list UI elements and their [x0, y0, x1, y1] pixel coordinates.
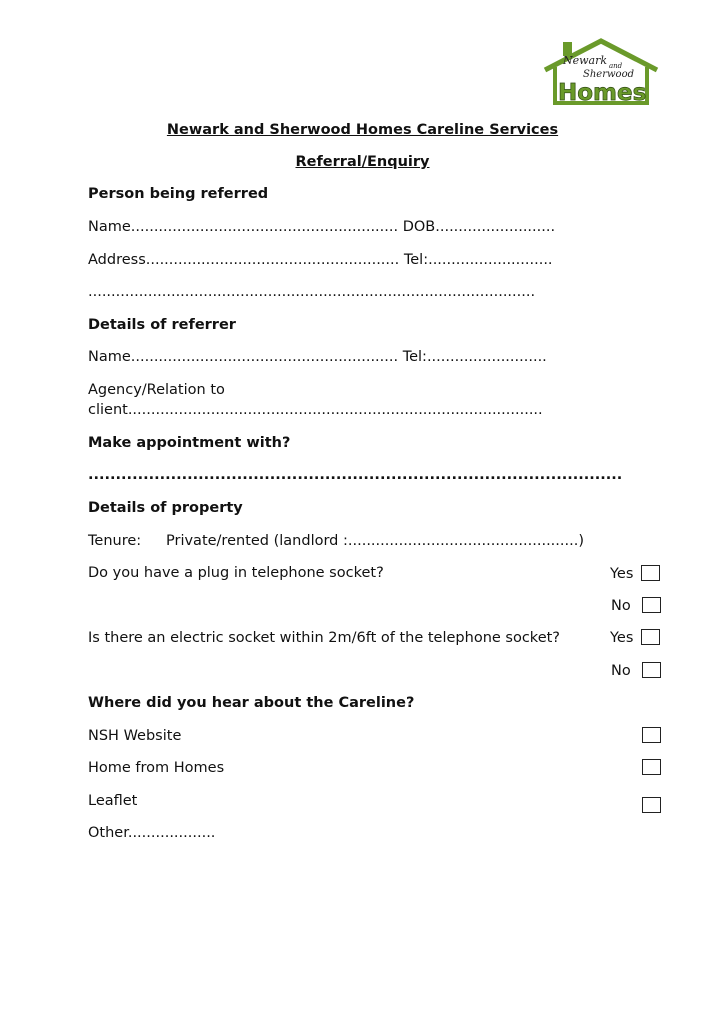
section-heading-referrer: Details of referrer — [88, 317, 236, 333]
hear-option-nsh-website-label: NSH Website — [88, 728, 182, 744]
logo-text-newark: Newark — [563, 54, 608, 67]
person-name-dob-field[interactable]: Name.......................................................... DOB.......................... — [88, 219, 556, 235]
tenure-landlord-field[interactable]: Private/rented (landlord :..................................................) — [166, 533, 584, 549]
hear-option-leaflet-checkbox[interactable] — [642, 797, 661, 813]
hear-option-nsh-website-checkbox[interactable] — [642, 727, 661, 743]
section-heading-hear: Where did you hear about the Careline? — [88, 695, 415, 711]
nsh-logo — [541, 37, 661, 107]
electric-socket-yes-label: Yes — [610, 630, 634, 646]
question-electric-socket: Is there an electric socket within 2m/6ft of the telephone socket? — [88, 630, 560, 646]
page-subtitle: Referral/Enquiry — [295, 154, 430, 170]
tenure-label: Tenure: — [88, 533, 142, 549]
logo-text-homes: Homes — [558, 80, 647, 106]
plug-socket-no-label: No — [611, 598, 631, 614]
plug-socket-no-checkbox[interactable] — [642, 597, 661, 613]
electric-socket-no-label: No — [611, 663, 631, 679]
section-heading-property: Details of property — [88, 500, 243, 516]
logo-text-sherwood: Sherwood — [583, 69, 634, 80]
plug-socket-yes-label: Yes — [610, 566, 634, 582]
electric-socket-yes-checkbox[interactable] — [641, 629, 660, 645]
referrer-agency-label: Agency/Relation to — [88, 382, 225, 398]
appointment-with-field[interactable]: ................................................................................................. — [88, 467, 623, 483]
hear-option-home-from-homes-label: Home from Homes — [88, 760, 225, 776]
referrer-name-tel-field[interactable]: Name.......................................................... Tel:.......................... — [88, 349, 547, 365]
page-title: Newark and Sherwood Homes Careline Services — [166, 122, 559, 138]
hear-option-home-from-homes-checkbox[interactable] — [642, 759, 661, 775]
plug-socket-yes-checkbox[interactable] — [641, 565, 660, 581]
referrer-client-field[interactable]: client.......................................................................................... — [88, 402, 543, 418]
person-address-extra-field[interactable]: ................................................................................................. — [88, 284, 536, 300]
electric-socket-no-checkbox[interactable] — [642, 662, 661, 678]
logo-text-and: and — [609, 62, 623, 70]
section-heading-person: Person being referred — [88, 186, 269, 202]
question-plug-socket: Do you have a plug in telephone socket? — [88, 565, 384, 581]
section-heading-appointment: Make appointment with? — [88, 435, 291, 451]
hear-option-other-field[interactable]: Other................... — [88, 825, 216, 841]
person-address-tel-field[interactable]: Address....................................................... Tel:........................... — [88, 252, 553, 268]
hear-option-leaflet-label: Leaflet — [88, 793, 138, 809]
